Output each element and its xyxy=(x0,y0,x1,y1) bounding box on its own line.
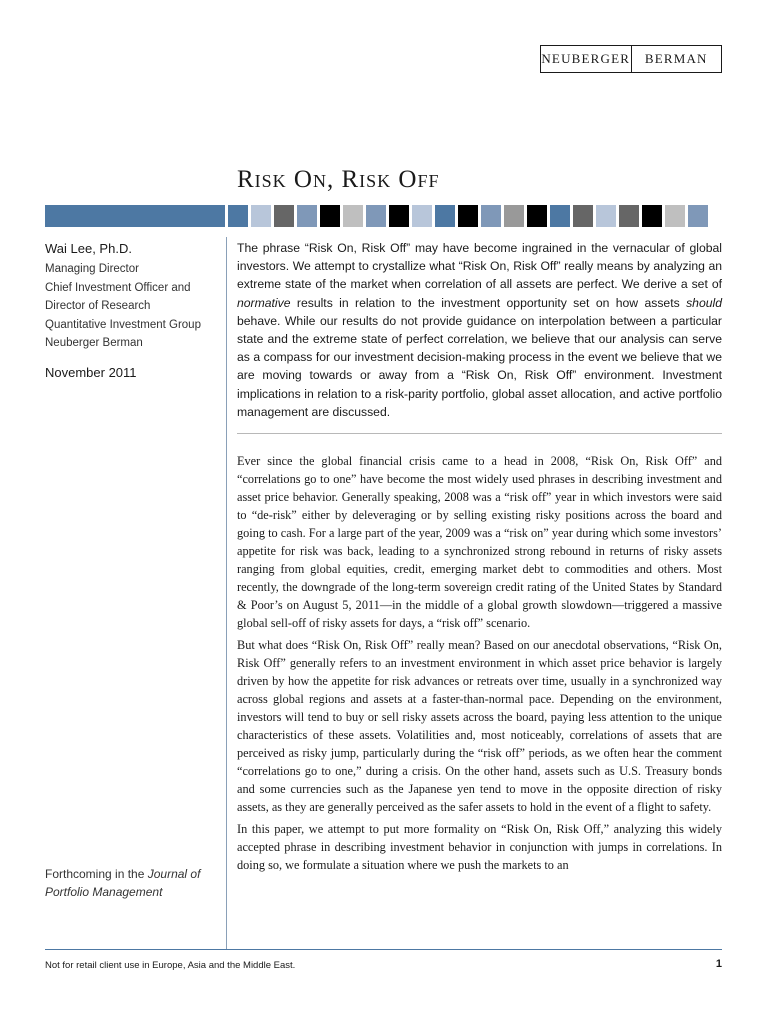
decorative-square xyxy=(550,205,570,227)
footer-disclaimer: Not for retail client use in Europe, Asia and the Middle East. xyxy=(45,960,296,971)
footer-divider xyxy=(45,949,722,950)
author-title: Managing Director xyxy=(45,263,139,275)
column-divider xyxy=(226,237,227,949)
decorative-square xyxy=(596,205,616,227)
author-title: Chief Investment Officer and xyxy=(45,281,191,294)
abstract-text: The phrase “Risk On, Risk Off” may have become ingrained in the vernacular of global investors. We attempt to crystallize what “Risk On, Risk Off” really means by analyzing an extreme state of the market when correlation of all assets are perfect. We derive a set of xyxy=(237,241,722,292)
decorative-square xyxy=(619,205,639,227)
body-paragraph: But what does “Risk On, Risk Off” really mean? Based on our anecdotal observations, “Risk On, Risk Off” generally refers to an investment environment in which asset price behavior is largely driven by how the appetite for risk advances or retreats over time, usually in a synchronized way across global regions and assets at a faster-than-normal pace. Depending on the environment, investors will tend to buy or sell risky assets across the board, paying less attention to the unique characteristics of these assets. Volatilities and, most noticeably, correlations of assets that are perceived as risky jump, particularly during the “risk off” periods, as we often hear the comment “correlations go to one,” during a crisis. On the other hand, assets such as U.S. Treasury bonds and some currencies such as the Japanese yen tend to move in the opposite direction of risky assets, as they are generally perceived as the safer assets to hold in the event of a flight to safety. xyxy=(237,638,722,814)
publication-date: November 2011 xyxy=(45,364,137,380)
body-text xyxy=(237,452,722,878)
logo-text-left: NEUBERGER xyxy=(541,51,631,66)
abstract-text: results in relation to the investment opportunity set on how assets xyxy=(290,295,687,310)
decorative-square xyxy=(297,205,317,227)
author-title: Neuberger Berman xyxy=(45,337,143,349)
logo-text-right: BERMAN xyxy=(644,51,708,66)
company-logo xyxy=(540,45,722,73)
abstract-emphasis: normative xyxy=(237,295,291,310)
decorative-square xyxy=(573,205,593,227)
decorative-square xyxy=(343,205,363,227)
author-name: Wai Lee, Ph.D. xyxy=(45,241,132,256)
decorative-square xyxy=(320,205,340,227)
journal-name: Journal of Portfolio Management xyxy=(45,867,201,899)
decorative-square xyxy=(274,205,294,227)
body-paragraph: Ever since the global financial crisis came to a head in 2008, “Risk On, Risk Off” and “correlations go to one” have become the most widely used phrases in describing investment and asset price behavior. Generally speaking, 2008 was a “risk off” year in which investors were said to “de-risk” either by deleveraging or by selling existing risky positions across the board and going to cash. For a large part of the year, 2009 was a “risk on” year during which some investors’ appetite for risk was back, leading to a synchronized strong rebound in returns of risky assets ranging from global equities, credit, emerging market debt to commodities and others. Most recently, the downgrade of the long-term sovereign credit rating of the United States by Standard & Poor’s on August 5, 2011—in the middle of a global growth slowdown—triggered a massive global sell-off of risky assets for days, a “risk off” scenario. xyxy=(237,454,722,630)
decorative-squares xyxy=(228,205,711,227)
page-number: 1 xyxy=(715,958,722,970)
body-paragraph: In this paper, we attempt to put more formality on “Risk On, Risk Off,” analyzing this widely accepted phrase in describing investment behavior in conjunction with jumps in correlations. In doing so, we formulate a situation where we push the markets to an xyxy=(237,822,722,872)
decorative-square xyxy=(412,205,432,227)
decorative-square xyxy=(228,205,248,227)
abstract-text: behave. While our results do not provide guidance on interpolation between a particular state and the extreme state of perfect correlation, we believe that our analysis can serve as a compass for our investment decision-making process in the event we believe that we are moving towards or away from a “Risk On, Risk Off” environment. Investment implications in relation to a risk-parity portfolio, global asset allocation, and active portfolio management are discussed. xyxy=(237,313,722,419)
decorative-square xyxy=(389,205,409,227)
decorative-square xyxy=(366,205,386,227)
forthcoming-note xyxy=(45,866,220,901)
abstract-divider xyxy=(237,433,722,434)
decorative-square xyxy=(251,205,271,227)
decorative-square xyxy=(665,205,685,227)
decorative-square xyxy=(435,205,455,227)
decorative-square xyxy=(527,205,547,227)
author-title: Quantitative Investment Group xyxy=(45,318,201,331)
forthcoming-prefix: Forthcoming in the xyxy=(45,867,148,881)
decorative-square xyxy=(642,205,662,227)
decorative-square xyxy=(688,205,708,227)
page-title: Risk On, Risk Off xyxy=(237,166,440,193)
decorative-square xyxy=(504,205,524,227)
author-title: Director of Research xyxy=(45,300,151,312)
decorative-square xyxy=(481,205,501,227)
author-block xyxy=(45,241,220,380)
abstract-emphasis: should xyxy=(686,295,722,310)
decorative-square xyxy=(458,205,478,227)
abstract xyxy=(237,239,722,421)
header-color-bar xyxy=(45,205,225,227)
